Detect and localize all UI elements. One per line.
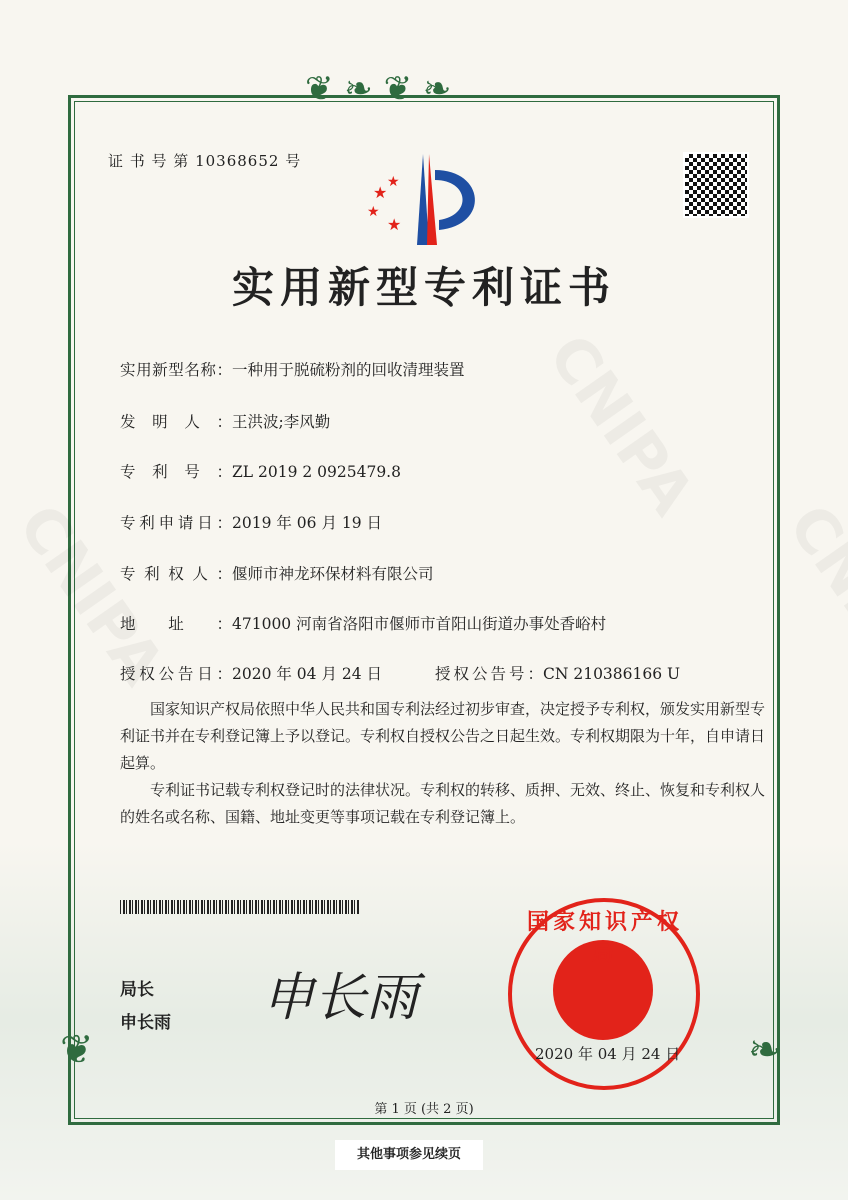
corner-ornament-icon: ❦	[60, 1027, 94, 1073]
continued-note: 其他事项参见续页	[335, 1140, 483, 1170]
page-indicator: 第 1 页 (共 2 页)	[374, 1102, 474, 1117]
field-inventor: 发明人：王洪波;李风勤	[120, 413, 331, 431]
corner-ornament-icon: ❧	[748, 1027, 782, 1073]
director-signature: 申长雨	[262, 968, 419, 1028]
director-name: 申长雨	[120, 1013, 171, 1033]
svg-text:★: ★	[373, 183, 388, 202]
certificate-number: 证 书 号 第 10368652 号	[108, 152, 302, 170]
top-ornament-icon: ❦ ❧ ❦ ❧	[305, 69, 452, 109]
seal-date: 2020 年 04 月 24 日	[535, 1045, 681, 1063]
field-patentee: 专利权人：偃师市神龙环保材料有限公司	[120, 565, 434, 583]
director-title: 局长	[120, 980, 154, 1000]
seal-text: 国家知识产权局	[526, 910, 683, 966]
qr-code	[683, 152, 749, 218]
cnipa-logo-icon	[365, 150, 495, 250]
field-address: 地址：471000 河南省洛阳市偃师市首阳山街道办事处香峪村	[120, 615, 607, 633]
page-title: 实用新型专利证书	[231, 263, 616, 312]
field-utility-model-name: 实用新型名称：一种用于脱硫粉剂的回收清理装置	[120, 361, 465, 379]
svg-text:★: ★	[387, 174, 400, 190]
svg-text:★: ★	[367, 204, 380, 220]
field-announcement-number: 授权公告号：CN 210386166 U	[435, 665, 681, 683]
field-patent-number: 专利号：ZL 2019 2 0925479.8	[120, 463, 401, 481]
field-application-date: 专利申请日：2019 年 06 月 19 日	[120, 514, 383, 532]
barcode	[120, 900, 360, 914]
certificate-statement: 国家知识产权局依照中华人民共和国专利法经过初步审查，决定授予专利权，颁发实用新型专利证书并在专利登记簿上予以登记。专利权自授权公告之日起生效。专利权期限为十年，自申请日起算。 专利证书记载专利权登记时的法律状况。专利权的转移、质押、无效、终止、恢复和专利权人的姓名或名称、国籍、地址变更等事项记载在专利登记簿上。	[120, 700, 766, 826]
watermark	[774, 492, 848, 697]
field-grant-date: 授权公告日：2020 年 04 月 24 日	[120, 665, 383, 683]
svg-text:★: ★	[387, 215, 402, 234]
